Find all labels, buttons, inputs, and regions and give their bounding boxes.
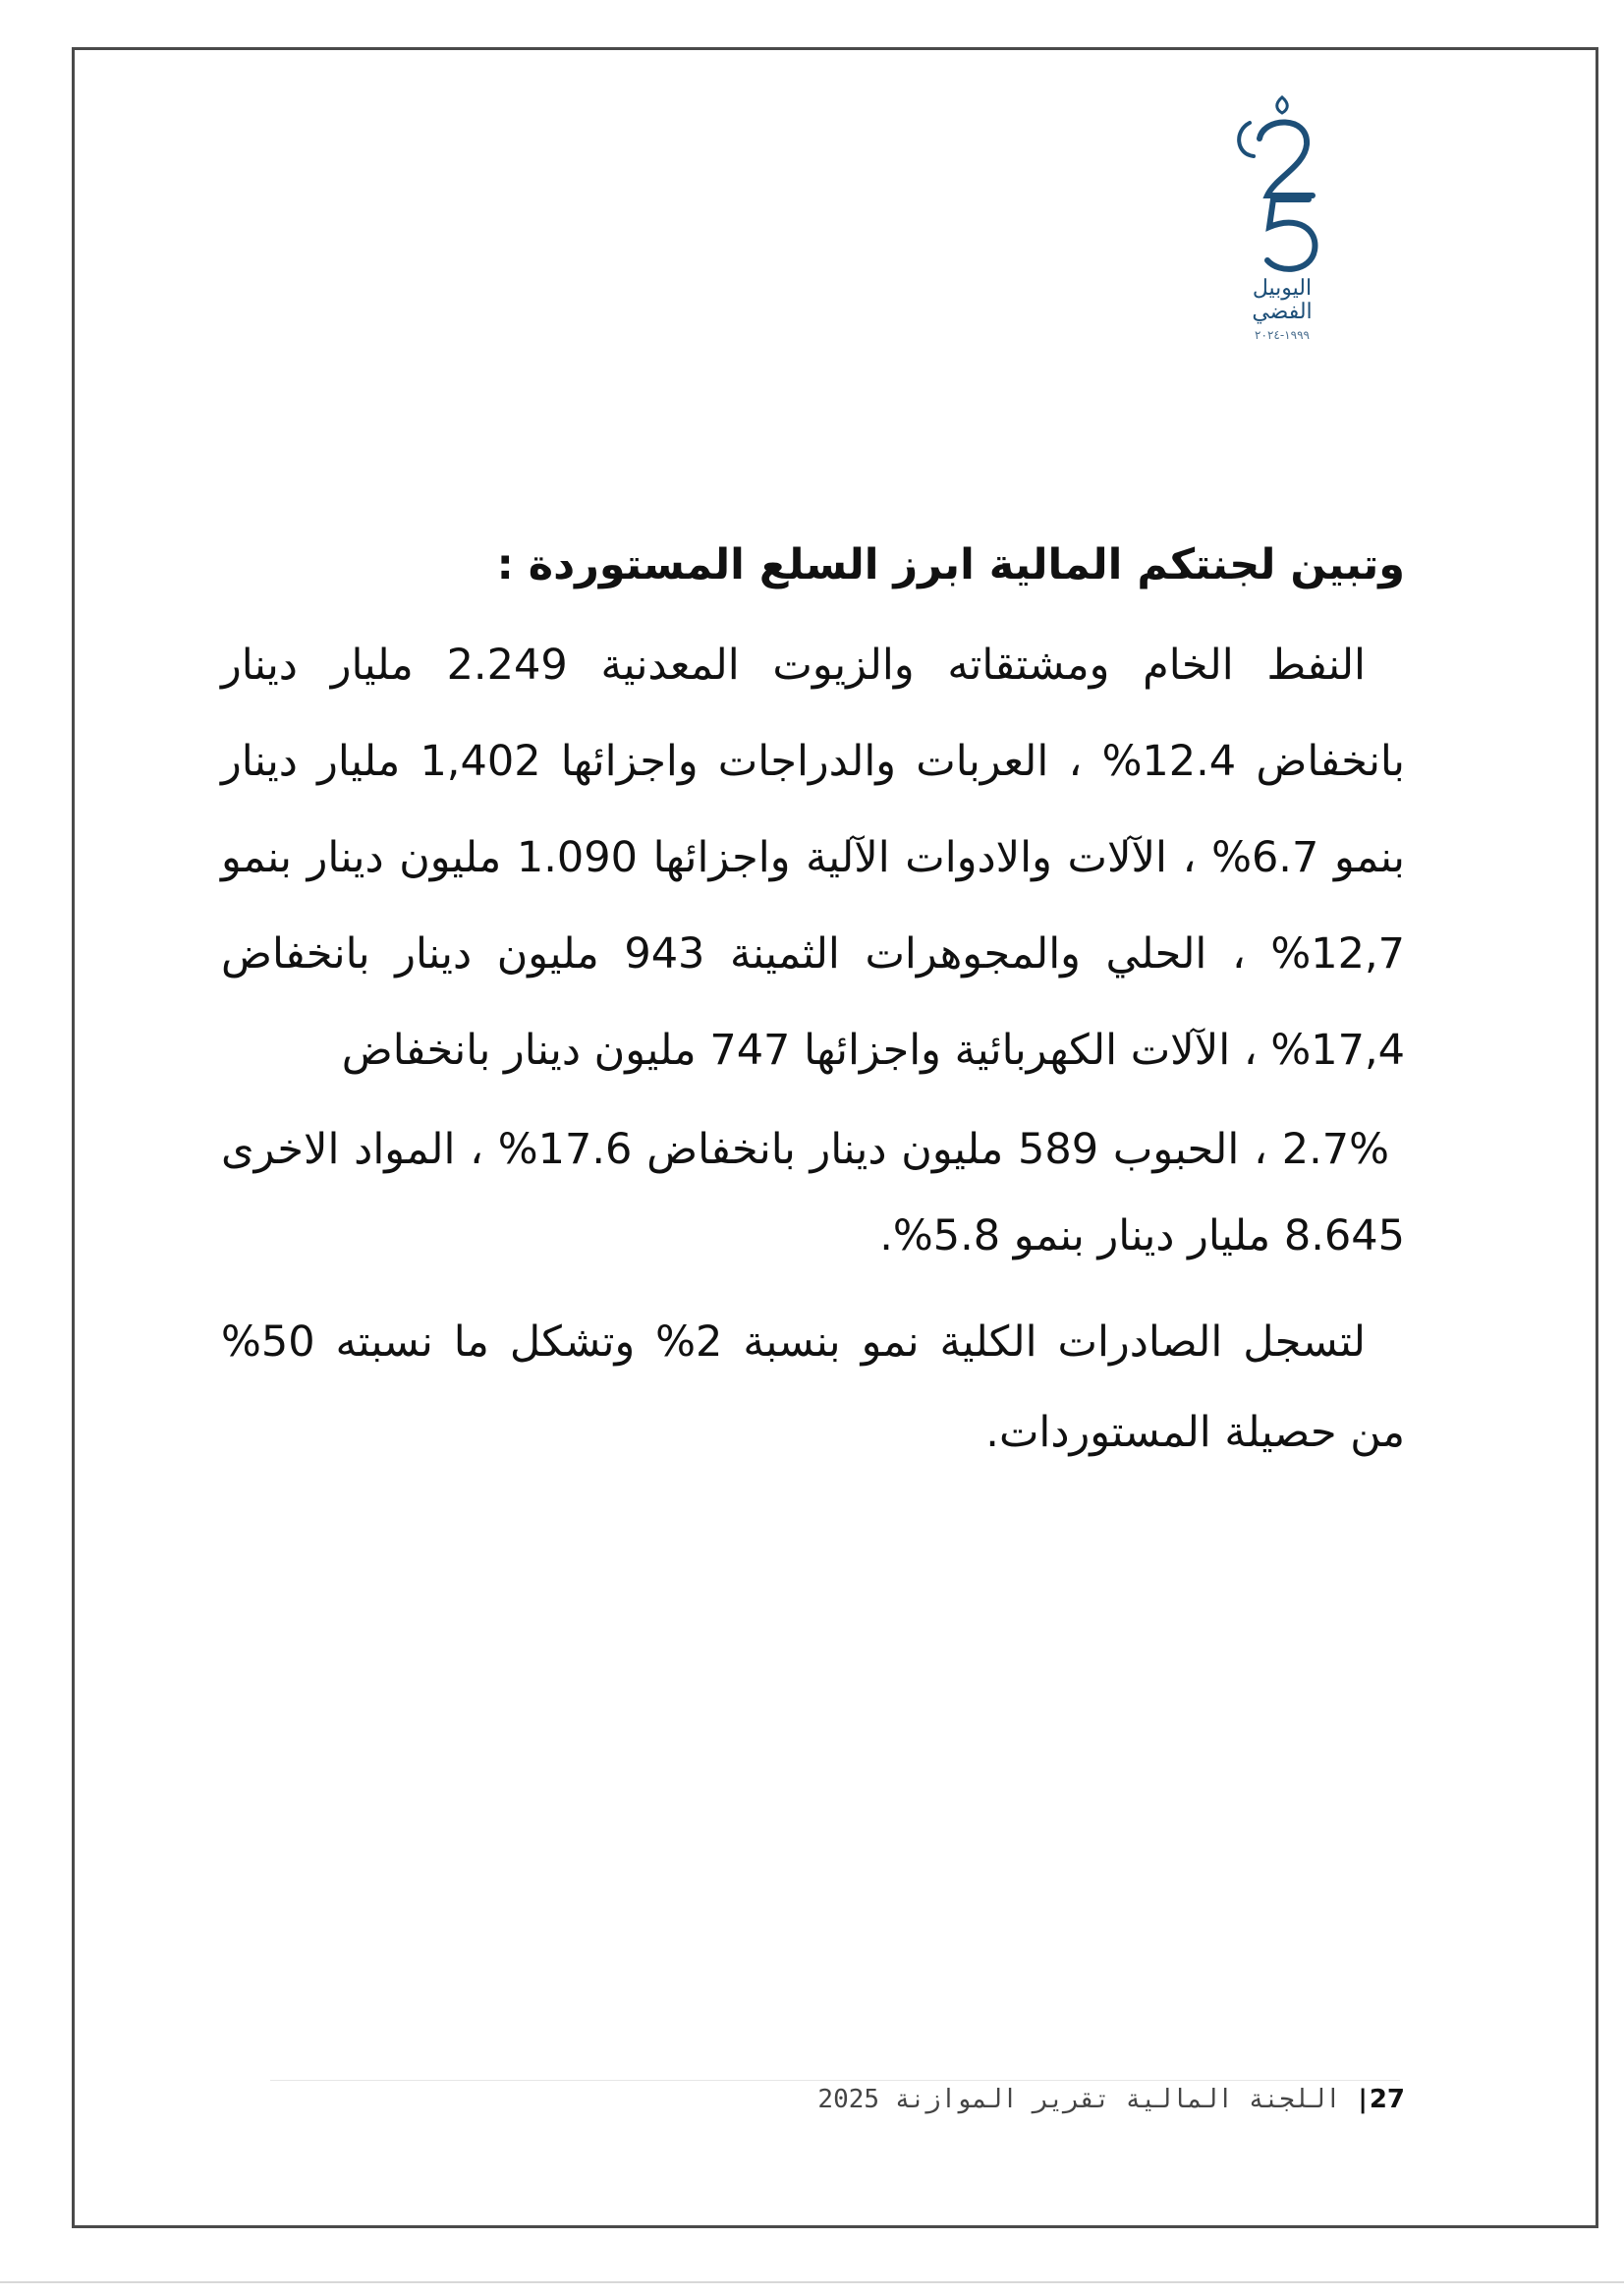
scan-edge-line <box>0 2281 1624 2283</box>
document-body <box>221 521 1405 1478</box>
footer-title: اللجنة المالية تقرير الموازنة 2025 <box>817 2085 1341 2114</box>
section-heading: وتبين لجنتكم المالية ابرز السلع المستوردة : <box>496 540 1405 589</box>
page-number: 27 <box>1369 2085 1405 2114</box>
jubilee-25-icon <box>1228 93 1336 275</box>
footer-separator: | <box>1358 2085 1368 2114</box>
imports-paragraph: النفط الخام ومشتقاته والزيوت المعدنية 2.249 مليار دينار بانخفاض 12.4% ، العربات والدراجات واجزائها 1,402 مليار دينار بنمو 6.7% ، الآلات والادوات الآلية واجزائها 1.090 مليون دينار بنمو 12,7% ، الحلي والمجوهرات الثمينة 943 مليون دينار بانخفاض 17,4% ، الآلات الكهربائية واجزائها 747 مليون دينار بانخفاض <box>221 641 1405 1075</box>
imports-paragraph-continued: 2.7% ، الحبوب 589 مليون دينار بانخفاض 17.6% ، المواد الاخرى 8.645 مليار دينار بنمو 5.8%. <box>221 1125 1405 1260</box>
logo-years: ١٩٩٩-٢٠٢٤ <box>1255 328 1310 342</box>
page-footer <box>747 2085 1405 2114</box>
exports-paragraph: لتسجل الصادرات الكلية نمو بنسبة 2% وتشكل ما نسبته 50% من حصيلة المستوردات. <box>221 1317 1405 1457</box>
footer-divider <box>270 2080 1400 2081</box>
logo <box>1223 93 1341 349</box>
logo-caption: اليوبيل الفضي <box>1252 276 1313 324</box>
